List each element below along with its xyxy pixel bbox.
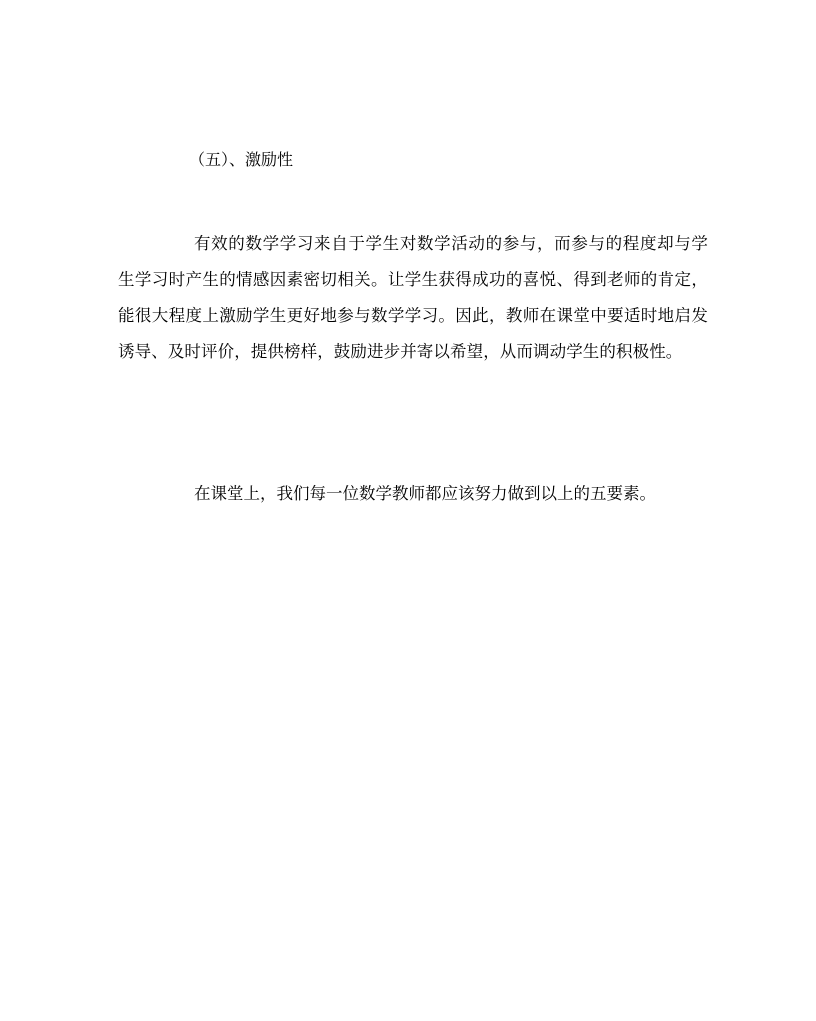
section-heading: （五）、激励性 xyxy=(189,150,294,169)
closing-paragraph: 在课堂上，我们每一位数学教师都应该努力做到以上的五要素。 xyxy=(194,484,656,503)
body-paragraph: 有效的数学学习来自于学生对数学活动的参与，而参与的程度却与学生学习时产生的情感因素密切相关。让学生获得成功的喜悦、得到老师的肯定，能很大程度上激励学生更好地参与数学学习。因此，教师在课堂中要适时地启发诱导、及时评价，提供榜样，鼓励进步并寄以希望，从而调动学生的积极性。 xyxy=(118,234,708,361)
